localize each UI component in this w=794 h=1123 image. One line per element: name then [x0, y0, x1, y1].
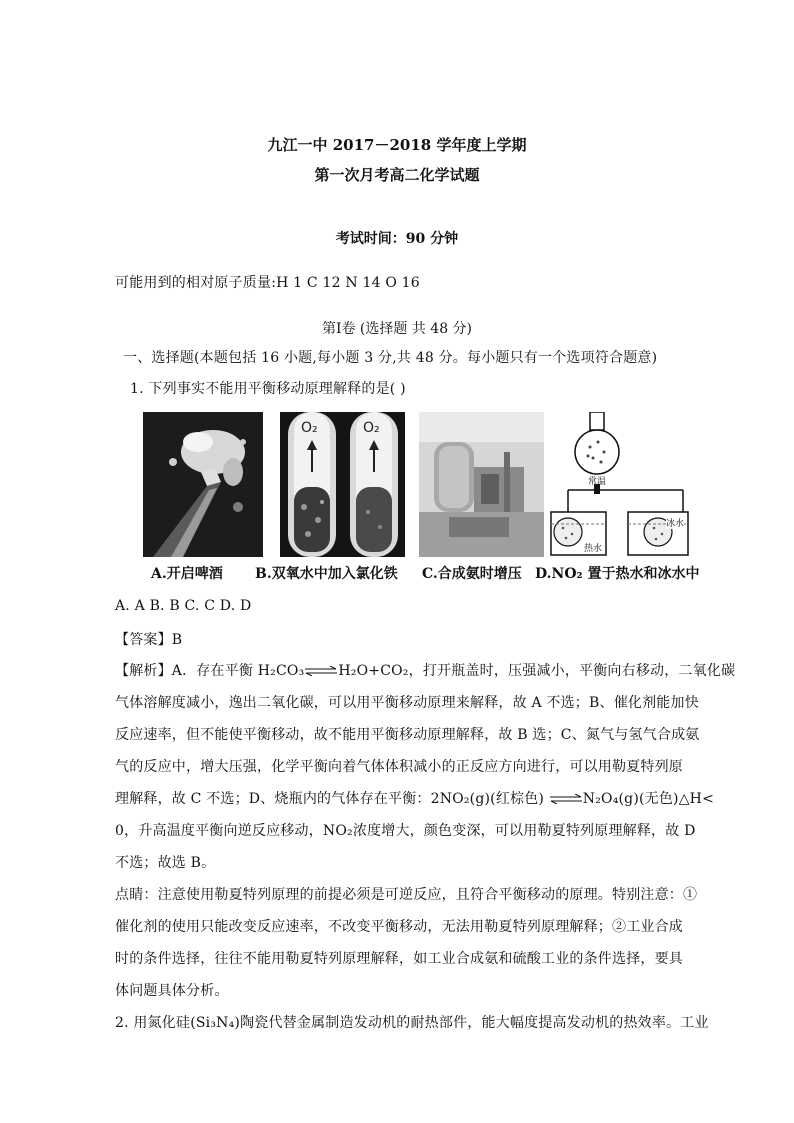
analysis-line: 【解析】A．存在平衡 H₂CO₃ H₂O+CO₂，打开瓶盖时，压强减小，平衡向右移动，二氧化碳	[115, 663, 736, 679]
tube-label-left: O₂	[301, 420, 318, 436]
section-title: 第Ⅰ卷 (选择题 共 48 分)	[321, 321, 473, 337]
question-1-options: A. A B. B C. C D. D	[115, 598, 252, 614]
question-1-figure	[143, 412, 700, 587]
figure-captions	[143, 560, 700, 586]
equilibrium-arrow-icon	[304, 666, 338, 676]
caption-a: A.开启啤酒	[151, 566, 223, 582]
question-1-answer: 【答案】B	[115, 632, 183, 648]
analysis-line: 不选；故选 B。	[115, 855, 216, 871]
note-line: 体问题具体分析。	[115, 983, 229, 999]
exam-time: 考试时间：90 分钟	[335, 231, 459, 247]
caption-c: C.合成氨时增压	[422, 566, 522, 582]
note-line: 催化剂的使用只能改变反应速率，不改变平衡移动，无法用勒夏特列原理解释；②工业合成	[115, 919, 683, 935]
tube-label-right: O₂	[363, 420, 380, 436]
section-instructions: 一、选择题(本题包括 16 小题,每小题 3 分,共 48 分。每小题只有一个选项符合题意)	[123, 350, 658, 366]
question-1-stem: 1. 下列事实不能用平衡移动原理解释的是( )	[130, 381, 406, 397]
caption-b: B.双氧水中加入氯化铁	[255, 566, 398, 582]
analysis-line: 气的反应中，增大压强，化学平衡向着气体体积减小的正反应方向进行，可以用勒夏特列原	[115, 759, 683, 775]
equilibrium-arrow-icon	[549, 794, 583, 804]
ammonia-plant-image	[419, 412, 544, 557]
analysis-line: 气体溶解度减小，逸出二氧化碳，可以用平衡移动原理来解释，故 A 不选；B、催化剂能加快	[115, 695, 699, 711]
test-tubes-image	[280, 412, 405, 557]
question-2-stem: 2. 用氮化硅(Si₃N₄)陶瓷代替金属制造发动机的耐热部件，能大幅度提高发动机的热效率。工业	[115, 1015, 709, 1031]
note-line: 时的条件选择，往往不能用勒夏特列原理解释，如工业合成氨和硫酸工业的条件选择，要具	[115, 951, 683, 967]
analysis-line: 理解释，故 C 不选；D、烧瓶内的气体存在平衡：2NO₂(g)(红棕色) N₂O₄(g)(无色)△H<	[115, 791, 715, 807]
no2-apparatus-diagram	[548, 412, 693, 557]
exam-title: 九江一中 2017－2018 学年度上学期	[267, 136, 527, 154]
exam-subtitle: 第一次月考高二化学试题	[314, 166, 480, 184]
beer-bottle-image	[143, 412, 263, 557]
label-ice-water: 冰水	[666, 516, 684, 529]
label-room-temp: 常温	[588, 477, 607, 487]
label-hot-water: 热水	[584, 541, 602, 554]
note-line: 点睛：注意使用勒夏特列原理的前提必须是可逆反应，且符合平衡移动的原理。特别注意：①	[115, 887, 698, 903]
caption-d: D.NO₂ 置于热水和冰水中	[535, 566, 700, 582]
analysis-line: 反应速率，但不能使平衡移动，故不能用平衡移动原理解释，故 B 选；C、氮气与氢气合成氨	[115, 727, 700, 743]
analysis-line: 0，升高温度平衡向逆反应移动，NO₂浓度增大，颜色变深，可以用勒夏特列原理解释，故 D	[115, 823, 696, 839]
atomic-masses: 可能用到的相对原子质量:H 1 C 12 N 14 O 16	[115, 275, 420, 291]
